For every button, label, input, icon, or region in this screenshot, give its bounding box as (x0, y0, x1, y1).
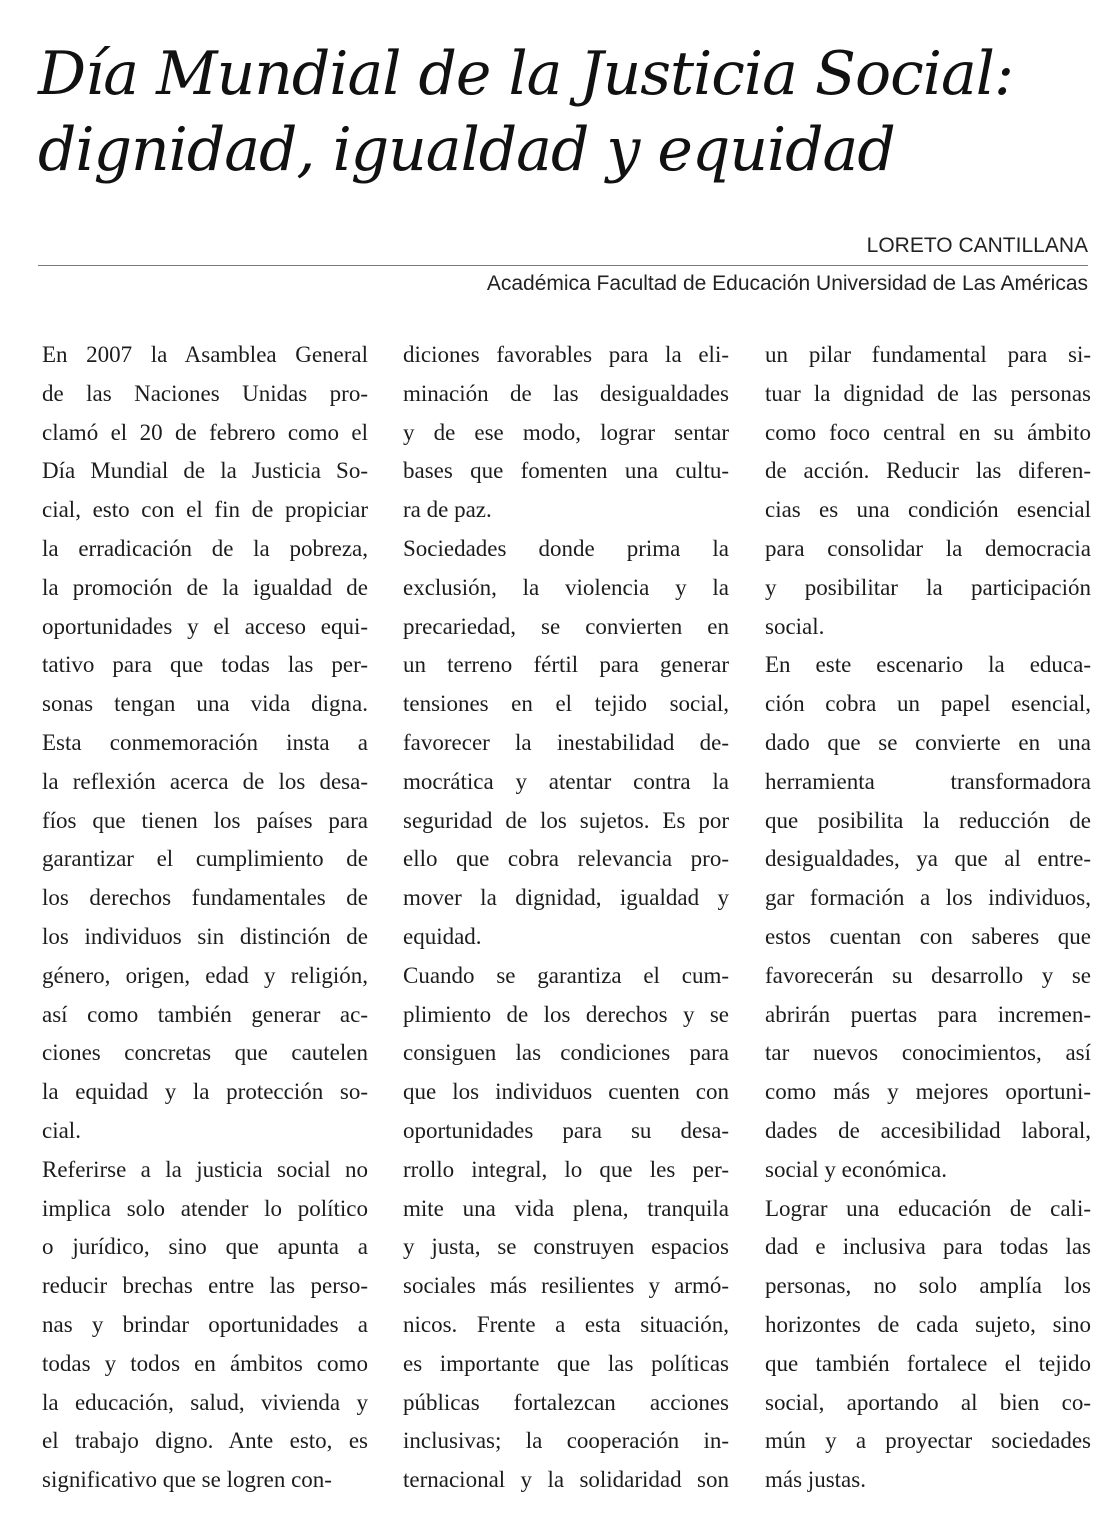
text-line: tuar la dignidad de las personas (765, 380, 1091, 406)
header-divider (38, 265, 1088, 266)
text-line: cial, esto con el fin de propiciar (42, 497, 368, 523)
text-line: minación de las desigualdades (403, 380, 729, 406)
text-line: mocrática y atentar contra la (403, 768, 729, 794)
text-line: para consolidar la democracia (765, 535, 1091, 561)
text-line: y de ese modo, lograr sentar (403, 419, 729, 445)
text-line: la educación, salud, vivienda y (42, 1389, 368, 1415)
text-line: cial. (42, 1117, 81, 1143)
text-line: la promoción de la igualdad de (42, 574, 368, 600)
text-line: tar nuevos conocimientos, así (765, 1040, 1091, 1066)
text-line: garantizar el cumplimiento de (42, 846, 368, 872)
text-line: ra de paz. (403, 497, 492, 523)
text-line: herramienta transformadora (765, 768, 1091, 794)
text-line: que posibilita la reducción de (765, 807, 1091, 833)
text-line: cias es una condición esencial (765, 497, 1091, 523)
text-line: implica solo atender lo político (42, 1195, 368, 1221)
text-line: y justa, se construyen espacios (403, 1234, 729, 1260)
text-line: estos cuentan con saberes que (765, 923, 1091, 949)
text-line: la reflexión acerca de los desa- (42, 768, 368, 794)
text-line: abrirán puertas para incremen- (765, 1001, 1091, 1027)
text-line: social. (765, 613, 825, 639)
text-line: social y económica. (765, 1156, 948, 1182)
text-line: desigualdades, ya que al entre- (765, 846, 1091, 872)
text-line: ello que cobra relevancia pro- (403, 846, 729, 872)
text-line: públicas fortalezcan acciones (403, 1389, 729, 1415)
title-line-1: Día Mundial de la Justicia Social: (38, 39, 1014, 109)
article-column-2 (403, 336, 729, 1500)
text-line: de acción. Reducir las diferen- (765, 458, 1091, 484)
text-line: En 2007 la Asamblea General (42, 342, 368, 367)
text-line: como foco central en su ámbito (765, 419, 1091, 445)
article-title (38, 36, 1098, 188)
text-line: personas, no solo amplía los (765, 1273, 1091, 1299)
article-column-1 (42, 336, 368, 1500)
text-line: Referirse a la justicia social no (42, 1156, 368, 1182)
article-column-3 (765, 336, 1091, 1500)
text-line: los derechos fundamentales de (42, 885, 368, 911)
text-line: Lograr una educación de cali- (765, 1195, 1091, 1221)
text-line: mún y a proyectar sociedades (765, 1428, 1091, 1454)
text-line: tensiones en el tejido social, (403, 691, 729, 717)
text-line: como más y mejores oportuni- (765, 1079, 1091, 1105)
text-line: exclusión, la violencia y la (403, 574, 729, 600)
text-line: social, aportando al bien co- (765, 1389, 1091, 1415)
text-line: nas y brindar oportunidades a (42, 1311, 368, 1337)
text-line: dades de accesibilidad laboral, (765, 1117, 1091, 1143)
text-line: de las Naciones Unidas pro- (42, 380, 368, 406)
text-line: mite una vida plena, tranquila (403, 1195, 729, 1221)
text-line: dad e inclusiva para todas las (765, 1234, 1091, 1260)
text-line: todas y todos en ámbitos como (42, 1350, 368, 1376)
text-line: dado que se convierte en una (765, 729, 1091, 755)
text-line: equidad. (403, 923, 482, 949)
text-line: fíos que tienen los países para (42, 807, 368, 833)
author-affiliation: Académica Facultad de Educación Universidad de Las Américas (486, 272, 1088, 295)
text-line: reducir brechas entre las perso- (42, 1273, 368, 1299)
text-line: es importante que las políticas (403, 1350, 729, 1376)
text-line: En este escenario la educa- (765, 652, 1091, 678)
text-line: género, origen, edad y religión, (42, 962, 368, 988)
text-line: los individuos sin distinción de (42, 923, 368, 949)
text-line: favorecer la inestabilidad de- (403, 729, 729, 755)
text-line: así como también generar ac- (42, 1001, 368, 1027)
text-line: que también fortalece el tejido (765, 1350, 1091, 1376)
text-line: oportunidades para su desa- (403, 1117, 729, 1143)
text-line: la erradicación de la pobreza, (42, 535, 368, 561)
text-line: consiguen las condiciones para (403, 1040, 729, 1066)
title-line-2: dignidad, igualdad y equidad (38, 115, 895, 185)
text-line: un terreno fértil para generar (403, 652, 729, 678)
text-line: Cuando se garantiza el cum- (403, 962, 729, 988)
text-line: ción cobra un papel esencial, (765, 691, 1091, 717)
text-line: o jurídico, sino que apunta a (42, 1234, 368, 1260)
text-line: la equidad y la protección so- (42, 1079, 368, 1105)
text-line: ternacional y la solidaridad son (403, 1467, 729, 1493)
text-line: tativo para que todas las per- (42, 652, 368, 678)
text-line: ciones concretas que cautelen (42, 1040, 368, 1066)
text-line: precariedad, se convierten en (403, 613, 729, 639)
text-line: mover la dignidad, igualdad y (403, 885, 729, 911)
text-line: nicos. Frente a esta situación, (403, 1311, 729, 1337)
text-line: oportunidades y el acceso equi- (42, 613, 368, 639)
text-line: significativo que se logren con- (42, 1467, 332, 1493)
text-line: rrollo integral, lo que les per- (403, 1156, 729, 1182)
text-line: favorecerán su desarrollo y se (765, 962, 1091, 988)
text-line: Sociedades donde prima la (403, 535, 729, 561)
text-line: Esta conmemoración insta a (42, 729, 368, 755)
text-line: inclusivas; la cooperación in- (403, 1428, 729, 1454)
text-line: seguridad de los sujetos. Es por (403, 807, 729, 833)
text-line: horizontes de cada sujeto, sino (765, 1311, 1091, 1337)
text-line: sociales más resilientes y armó- (403, 1273, 729, 1299)
text-line: un pilar fundamental para si- (765, 342, 1091, 367)
author-name: LORETO CANTILLANA (866, 234, 1088, 257)
text-line: más justas. (765, 1467, 866, 1493)
text-line: y posibilitar la participación (765, 574, 1091, 600)
text-line: plimiento de los derechos y se (403, 1001, 729, 1027)
text-line: Día Mundial de la Justicia So- (42, 458, 368, 484)
text-line: el trabajo digno. Ante esto, es (42, 1428, 368, 1454)
text-line: gar formación a los individuos, (765, 885, 1091, 911)
text-line: clamó el 20 de febrero como el (42, 419, 368, 445)
text-line: que los individuos cuenten con (403, 1079, 729, 1105)
text-line: diciones favorables para la eli- (403, 342, 729, 367)
text-line: sonas tengan una vida digna. (42, 691, 368, 717)
text-line: bases que fomenten una cultu- (403, 458, 729, 484)
